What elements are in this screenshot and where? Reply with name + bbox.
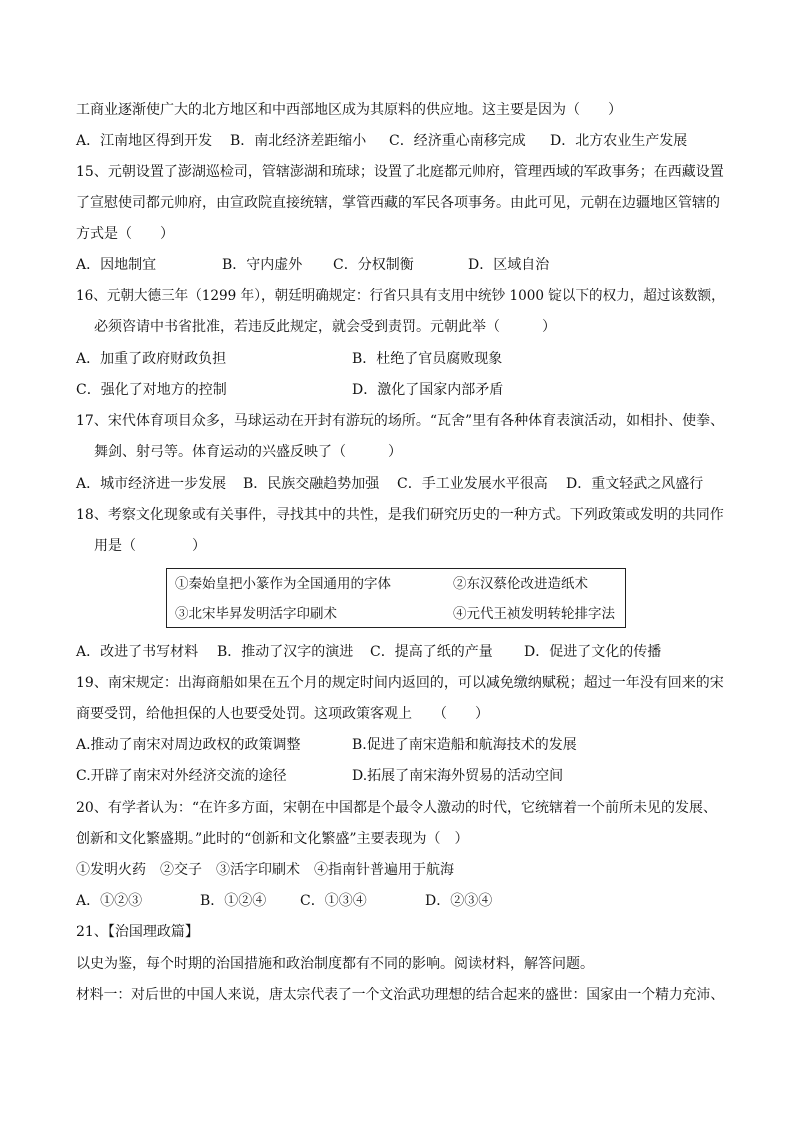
option-a: A．①②③	[76, 893, 143, 909]
box-item-4: ④元代王祯发明转轮排字法	[453, 606, 615, 622]
option-a: A.推动了南宋对周边政权的政策调整	[76, 737, 301, 753]
question-15-line-2: 了宣慰使司都元帅府，由宣政院直接统辖，掌管西藏的军民各项事务。由此可见，元朝在边疆地区管辖的	[76, 195, 720, 211]
option-b: B．①②④	[200, 893, 267, 909]
question-15-line-1: 15、元朝设置了澎湖巡检司，管辖澎湖和琉球；设置了北庭都元帅府，管理西域的军政事务；在西藏设置	[76, 164, 724, 180]
option-c: C．分权制衡	[333, 257, 414, 273]
option-c: C．手工业发展水平很高	[397, 476, 548, 492]
option-d: D．北方农业生产发展	[550, 133, 688, 149]
question-19-line-1: 19、南宋规定：出海商船如果在五个月的规定时间内返回的，可以减免缴纳赋税；超过一年没有回来的宋	[76, 675, 724, 691]
question-19-line-2: 商要受罚，给他担保的人也要受处罚。这项政策客观上 （ ）	[76, 706, 489, 722]
option-c: C．①③④	[300, 893, 367, 909]
question-20-line-2: 创新和文化繁盛期。”此时的“创新和文化繁盛”主要表现为（ ）	[76, 831, 469, 847]
question-17-line-2: 舞剑、射弓等。体育运动的兴盛反映了（ ）	[94, 444, 402, 460]
question-18-material-box	[166, 568, 626, 628]
option-b: B．推动了汉字的演进	[217, 644, 354, 660]
option-a: A．加重了政府财政负担	[76, 351, 227, 367]
question-18-line-2: 用是（ ）	[94, 538, 206, 554]
option-c: C.开辟了南宋对外经济交流的途径	[76, 768, 287, 784]
box-item-1: ①秦始皇把小篆作为全国通用的字体	[175, 576, 391, 592]
option-d: D．②③④	[425, 893, 493, 909]
option-a: A．城市经济进一步发展	[76, 476, 227, 492]
option-c: C．提高了纸的产量	[370, 644, 493, 660]
option-d: D．促进了文化的传播	[524, 644, 662, 660]
option-d: D．重文轻武之风盛行	[566, 476, 704, 492]
question-20-line-1: 20、有学者认为：“在许多方面，宋朝在中国都是个最令人激动的时代，它统辖着一个前所未见的发展、	[76, 800, 717, 816]
option-a: A．因地制宜	[76, 257, 157, 273]
question-20-items: ①发明火药 ②交子 ③活字印刷术 ④指南针普遍用于航海	[76, 862, 454, 878]
question-21-intro: 以史为鉴，每个时期的治国措施和政治制度都有不同的影响。阅读材料，解答问题。	[76, 956, 594, 972]
question-21-title: 21、【治国理政篇】	[76, 924, 199, 940]
question-15-line-3: 方式是（ ）	[76, 226, 174, 242]
option-d: D.拓展了南宋海外贸易的活动空间	[352, 768, 564, 784]
option-b: B．民族交融趋势加强	[243, 476, 380, 492]
option-b: B．杜绝了官员腐败现象	[352, 351, 503, 367]
question-21-material-1: 材料一：对后世的中国人来说，唐太宗代表了一个文治武功理想的结合起来的盛世：国家由一个精力充沛、	[76, 987, 725, 1003]
question-16-line-1: 16、元朝大德三年（1299 年），朝廷明确规定：行省只具有支用中统钞 1000 锭以下的权力，超过该数额，	[76, 288, 725, 304]
option-b: B．南北经济差距缩小	[230, 133, 367, 149]
option-b: B．守内虚外	[222, 257, 303, 273]
option-b: B.促进了南宋造船和航海技术的发展	[352, 737, 577, 753]
option-d: D．激化了国家内部矛盾	[352, 382, 504, 398]
option-a: A．改进了书写材料	[76, 644, 199, 660]
option-d: D．区域自治	[468, 257, 550, 273]
option-a: A．江南地区得到开发	[76, 133, 213, 149]
option-c: C．经济重心南移完成	[389, 133, 526, 149]
question-18-line-1: 18、考察文化现象或有关事件，寻找其中的共性，是我们研究历史的一种方式。下列政策或发明的共同作	[76, 507, 724, 523]
question-16-line-2: 必须咨请中书省批准，若违反此规定，就会受到责罚。元朝此举（ ）	[94, 319, 556, 335]
box-item-2: ②东汉蔡伦改进造纸术	[453, 576, 588, 592]
question-14-stem-tail: 工商业逐渐使广大的北方地区和中西部地区成为其原料的供应地。这主要是因为（ ）	[76, 102, 622, 118]
question-17-line-1: 17、宋代体育项目众多，马球运动在开封有游玩的场所。“瓦舍”里有各种体育表演活动，如相扑、使拳、	[76, 413, 725, 429]
box-item-3: ③北宋毕昇发明活字印刷术	[175, 606, 337, 622]
option-c: C．强化了对地方的控制	[76, 382, 227, 398]
